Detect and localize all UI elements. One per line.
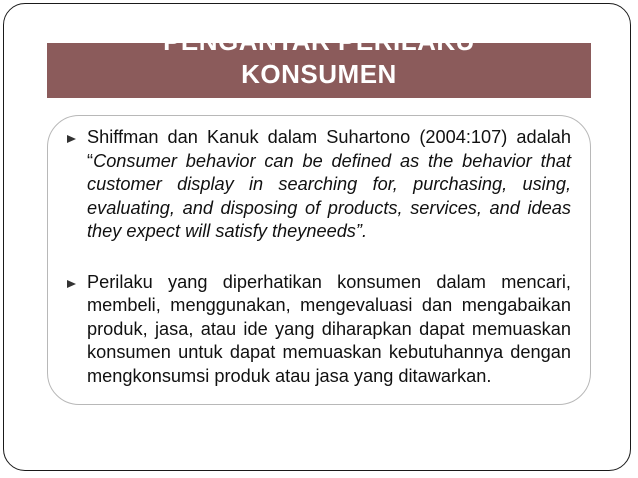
title-line-2-container <box>47 43 591 98</box>
bullet-intro-text: Shiffman dan Kanuk dalam Suhartono (2004:107) adalah “ <box>87 127 571 171</box>
bullet-list <box>67 126 571 388</box>
bullet-item-explanation <box>67 271 571 389</box>
bullet-quote-text: Consumer behavior can be defined as the behavior that customer display in searching for, purchasing, using, evaluating, and disposing of products, services, and ideas they expect will satisfy theyneeds”. <box>87 150 571 241</box>
bullet-body-text: Perilaku yang diperhatikan konsumen dalam mencari, membeli, menggunakan, mengevaluasi dan mengabaikan produk, jasa, atau ide yang diharapkan dapat memuaskan konsumen untuk dapat memuaskan kebutuhannya dengan mengkonsumsi produk atau jasa yang ditawarkan. <box>87 271 571 386</box>
bullet-arrow-icon <box>67 280 76 288</box>
bullet-arrow-icon <box>67 135 76 143</box>
title-line-2: KONSUMEN <box>241 59 397 89</box>
title-line-1: PENGANTAR PERILAKU <box>163 26 475 56</box>
bullet-item-definition <box>67 126 571 244</box>
